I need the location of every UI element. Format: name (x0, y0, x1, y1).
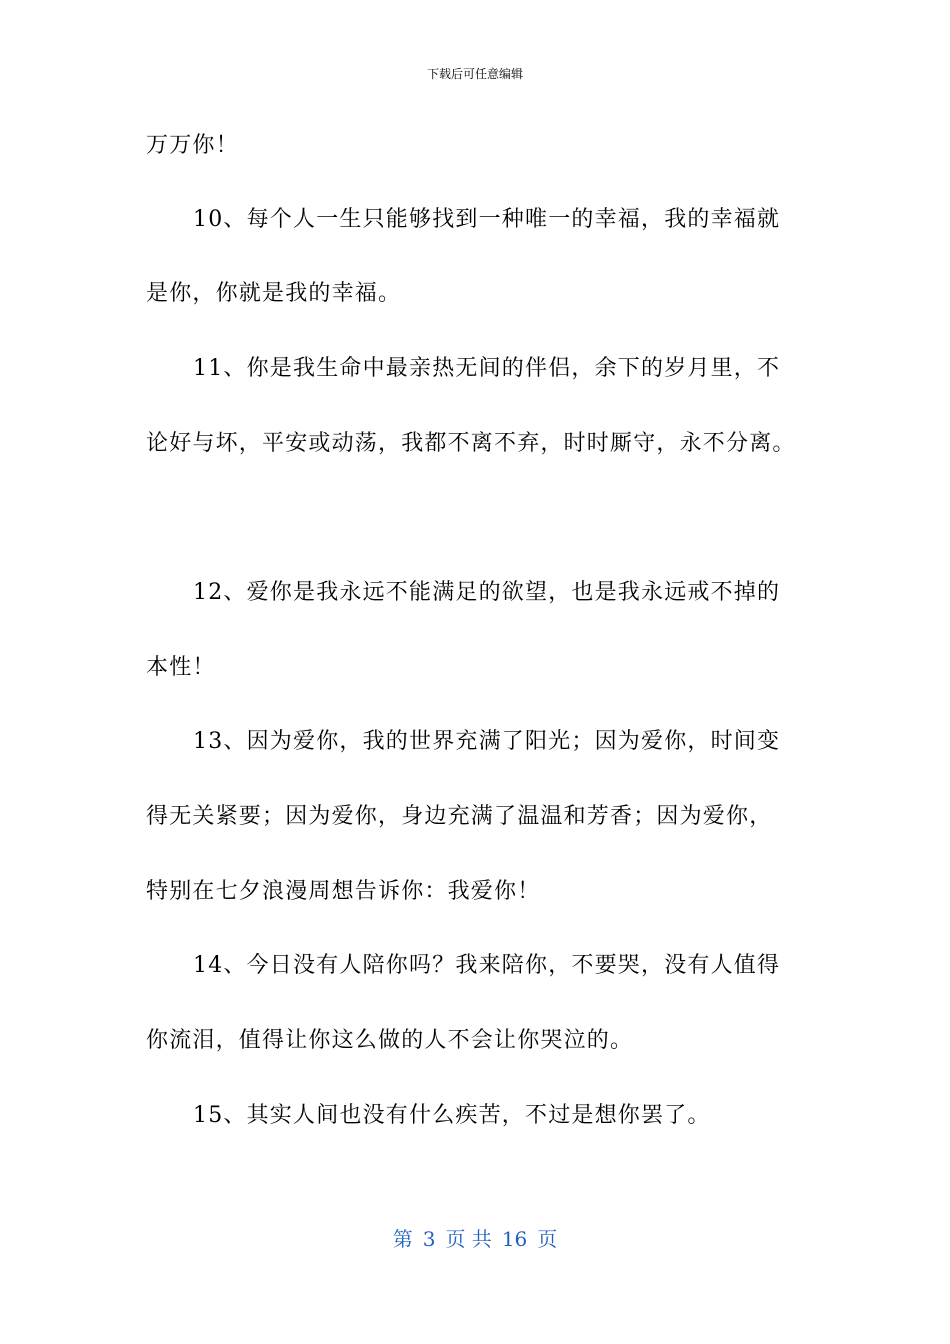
text-line: 得无关紧要；因为爱你，身边充满了温温和芳香；因为爱你， (146, 804, 773, 829)
text-line: 本性！ (146, 655, 216, 680)
footer-total-pages: 16 (501, 1227, 528, 1251)
footer-middle: 页 共 (445, 1227, 492, 1251)
paragraph-14-start: 14、今日没有人陪你吗？我来陪你，不要哭，没有人值得 (193, 953, 781, 978)
footer-suffix: 页 (537, 1227, 558, 1251)
paragraph-15-start: 15、其实人间也没有什么疾苦，不过是想你罢了。 (193, 1103, 711, 1128)
paragraph-10-start: 10、每个人一生只能够找到一种唯一的幸福，我的幸福就 (193, 207, 781, 232)
text-line: 论好与坏，平安或动荡，我都不离不弃，时时厮守，永不分离。 (146, 431, 796, 456)
footer-page-number: 3 (422, 1227, 436, 1251)
paragraph-13-start: 13、因为爱你，我的世界充满了阳光；因为爱你，时间变 (193, 729, 781, 754)
text-line: 万万你！ (146, 133, 239, 158)
text-line: 你流泪，值得让你这么做的人不会让你哭泣的。 (146, 1028, 634, 1053)
footer-prefix: 第 (392, 1227, 413, 1251)
text-line: 特别在七夕浪漫周想告诉你：我爱你！ (146, 879, 541, 904)
paragraph-12-start: 12、爱你是我永远不能满足的欲望，也是我永远戒不掉的 (193, 580, 781, 605)
text-line: 是你，你就是我的幸福。 (146, 281, 402, 306)
page-header-note: 下载后可任意编辑 (426, 67, 523, 81)
paragraph-11-start: 11、你是我生命中最亲热无间的伴侣，余下的岁月里，不 (193, 356, 781, 381)
page-footer (0, 1226, 950, 1252)
